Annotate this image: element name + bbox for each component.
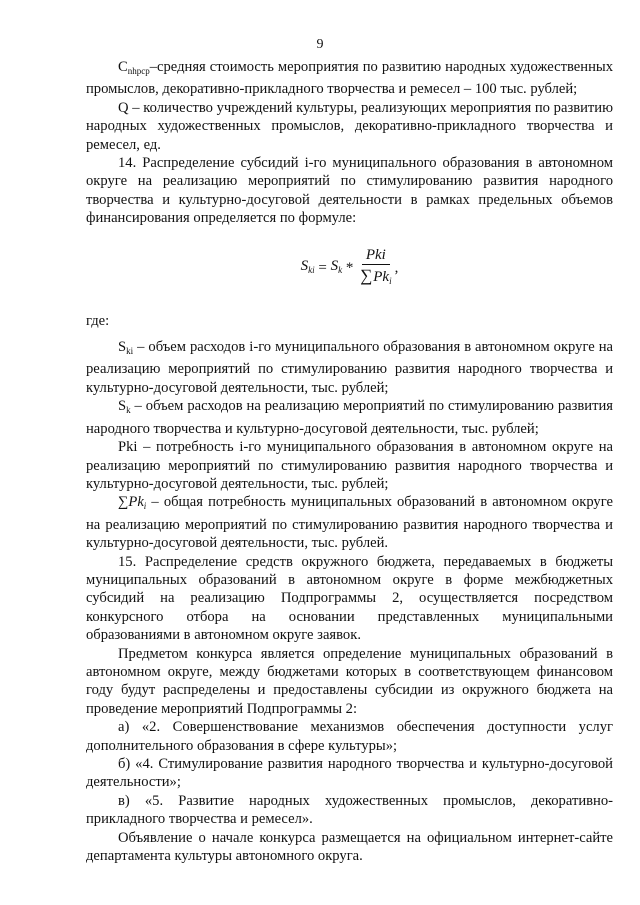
definition-text: – количество учреждений культуры, реализующих мероприятия по развитию народных художественных промыслов, декоративно-прикладного творчества и ремесел, ед. xyxy=(86,99,613,153)
page-number: 9 xyxy=(316,37,324,52)
formula-den-main: Pk xyxy=(373,268,390,285)
list-item: в) «5. Развитие народных художественных промыслов, декоративно-прикладного творчества и ремесел». xyxy=(86,792,613,828)
definition-text: – объем расходов на реализацию мероприятий по стимулированию развития народного творчества и культурно-досуговой деятельности, тыс. рублей; xyxy=(86,398,613,437)
formula-numerator: Pki xyxy=(362,247,390,265)
definition-pki xyxy=(86,438,613,493)
contest-subject-paragraph: Предметом конкурса является определение муниципальных образований в автономном округе, между бюджетами которых в соответствующем финансовом году будут распределены и предоставлены субсидии из окружного бюджета на проведение мероприятий Подпрограммы 2: xyxy=(86,645,613,717)
definition-text: – общая потребность муниципальных образований в автономном округе на реализацию мероприятий по стимулированию развития народного творчества и культурно-досуговой деятельности, тыс. рублей. xyxy=(86,494,613,552)
definition-ski xyxy=(86,338,613,397)
formula-trailing: , xyxy=(394,260,399,277)
symbol-subscript: nhpcp xyxy=(127,66,150,76)
list-item: б) «4. Стимулирование развития народного творчества и культурно-досуговой деятельности»; xyxy=(86,756,613,791)
symbol-subscript: ki xyxy=(126,346,134,357)
formula-rhs-sub: k xyxy=(338,265,343,276)
formula-denominator xyxy=(360,265,391,291)
where-label: где: xyxy=(86,312,110,329)
item-14: 14. Распределение субсидий i-го муниципального образования в автономном округе на реализацию мероприятий по стимулированию развития народного творчества и культурно-досуговой деятельности в рамках предельных объемов финансирования определяется по формуле: xyxy=(86,155,613,227)
formula-rhs xyxy=(331,257,343,279)
definition-text: – потребность i-го муниципального образования в автономном округе на реализацию мероприятий по стимулированию развития народного творчества и культурно-досуговой деятельности, тыс. рублей; xyxy=(86,439,613,492)
symbol-main: S xyxy=(118,339,127,356)
formula-rhs-main: S xyxy=(330,258,339,275)
subsidy-formula xyxy=(86,240,613,298)
definition-sk xyxy=(86,397,613,438)
definition-text: – объем расходов i-го муниципального образования в автономном округе на реализацию мероприятий по стимулированию развития народного творчества и культурно-досуговой деятельности, тыс. рублей; xyxy=(86,339,613,396)
definition-sum-pki xyxy=(86,493,613,552)
item-15: 15. Распределение средств окружного бюджета, передаваемых в бюджеты муниципальных образований в автономном округе в форме межбюджетных субсидий на реализацию Подпрограммы 2, осуществляется посредством конкурсного отбора на основании представленных муниципальными образованиями в автономном округе заявок. xyxy=(86,553,613,644)
formula-equals: = xyxy=(314,260,331,277)
symbol-main: Q xyxy=(118,99,129,116)
formula-lhs-main: S xyxy=(300,258,309,275)
symbol-subscript: i xyxy=(143,501,147,512)
formula-lhs-sub: ki xyxy=(308,265,315,276)
document-body xyxy=(86,58,613,865)
list-item: а) «2. Совершенствование механизмов обеспечения доступности услуг дополнительного образования в сфере культуры»; xyxy=(86,719,613,754)
sigma-symbol: ∑ xyxy=(360,265,373,285)
symbol-main: ∑Pk xyxy=(118,494,144,511)
formula-den-sub: i xyxy=(389,275,392,286)
definition-text: –средняя стоимость мероприятия по развитию народных художественных промыслов, декоративно-прикладного творчества и ремесел – 100 тыс. рублей; xyxy=(86,59,613,98)
formula-lhs xyxy=(301,257,315,279)
formula-times: * xyxy=(342,260,358,277)
definition-q xyxy=(86,99,613,154)
symbol-main: C xyxy=(118,59,128,75)
spacer xyxy=(86,330,613,338)
announcement-paragraph: Объявление о начале конкурса размещается на официальном интернет-сайте департамента культуры автономного округа. xyxy=(86,829,613,865)
formula-fraction xyxy=(360,247,391,291)
definition-c-nhpcp xyxy=(86,58,613,99)
symbol-main: Pki xyxy=(118,439,138,456)
symbol-subscript: k xyxy=(126,405,131,416)
symbol-main: S xyxy=(118,398,127,415)
